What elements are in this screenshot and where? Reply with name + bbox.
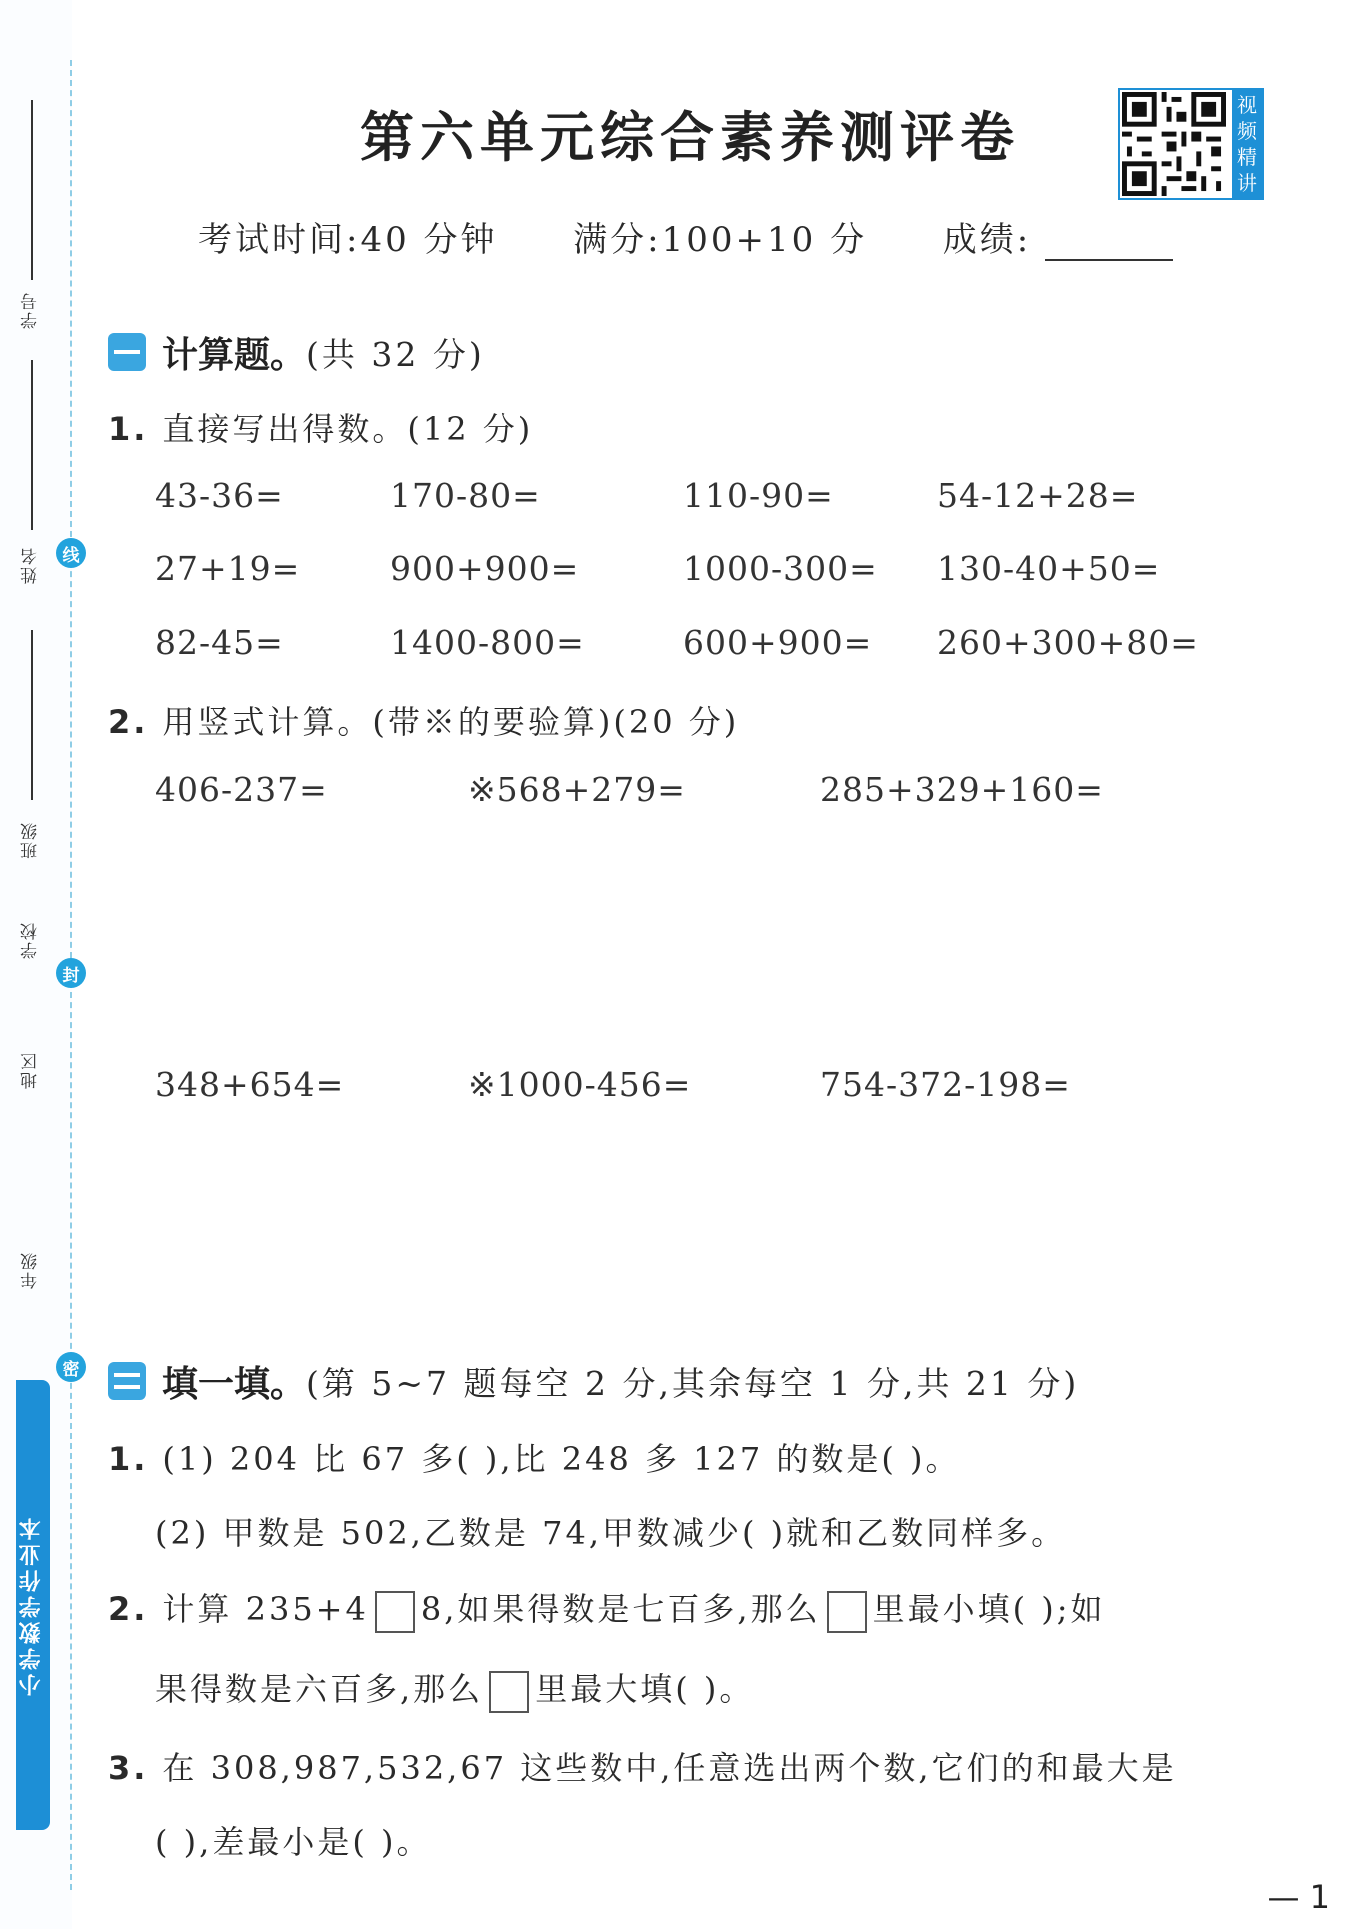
- vertical-calc-item: ※568+279=: [468, 770, 686, 809]
- question-text-part: 果得数是六百多,那么: [155, 1670, 484, 1708]
- fill-question-2b: [155, 1664, 754, 1713]
- section-2-badge-icon: [108, 1362, 146, 1400]
- question-1-1: [108, 404, 533, 450]
- question-number: 1.: [108, 1440, 149, 1478]
- score-label: 成绩:: [942, 220, 1032, 260]
- grade-label: 年级: [21, 1251, 41, 1289]
- page-number: — 1: [1267, 1878, 1330, 1916]
- oral-item: 260+300+80=: [937, 623, 1199, 662]
- qr-code-block[interactable]: [1118, 88, 1264, 200]
- score-blank[interactable]: [1045, 229, 1173, 261]
- exam-full-score: 满分:100+10 分: [573, 220, 868, 260]
- section-1-title: 计算题。: [162, 334, 307, 376]
- question-text-part: 里最大填( )。: [535, 1670, 755, 1708]
- vertical-calc-item: 754-372-198=: [820, 1065, 1071, 1104]
- page-title: 第六单元综合素养测评卷: [360, 105, 1020, 169]
- seal-mark-seal: 封: [56, 958, 86, 988]
- oral-item: 43-36=: [155, 476, 284, 515]
- answer-box[interactable]: [375, 1591, 415, 1633]
- oral-item: 900+900=: [390, 549, 580, 588]
- question-text-part: 8,如果得数是七百多,那么: [420, 1590, 821, 1628]
- name-label: 姓名: [21, 546, 41, 584]
- question-text: 在 308,987,532,67 这些数中,任意选出两个数,它们的和最大是: [162, 1749, 1177, 1787]
- oral-item: 27+19=: [155, 549, 301, 588]
- question-text: 直接写出得数。(12 分): [162, 410, 534, 448]
- fill-question-1b: (2) 甲数是 502,乙数是 74,甲数减少( )就和乙数同样多。: [155, 1514, 1067, 1552]
- oral-item: 1400-800=: [390, 623, 585, 662]
- question-number: 2.: [108, 1590, 149, 1628]
- oral-item: 110-90=: [683, 476, 834, 515]
- section-1-heading: [108, 327, 485, 377]
- question-number: 1.: [108, 410, 149, 448]
- oral-item: 600+900=: [683, 623, 873, 662]
- question-text-part: 计算 235+4: [162, 1590, 369, 1628]
- vertical-calc-item: 406-237=: [155, 770, 328, 809]
- seal-mark-line: 线: [56, 538, 86, 568]
- brand-text: 小学数学作业本: [19, 1514, 44, 1696]
- question-text: (1) 204 比 67 多( ),比 248 多 127 的数是( )。: [162, 1440, 961, 1478]
- section-2-heading: [108, 1356, 1079, 1406]
- qr-code-icon: [1122, 92, 1226, 196]
- student-id-label: 学号: [21, 291, 41, 329]
- vertical-calc-item: ※1000-456=: [468, 1065, 692, 1104]
- question-1-2: [108, 697, 739, 743]
- section-2-note: (第 5~7 题每空 2 分,其余每空 1 分,共 21 分): [306, 1363, 1080, 1403]
- school-label: 学校: [21, 921, 41, 959]
- fill-question-3a: [108, 1743, 1177, 1789]
- fill-question-2a: [108, 1584, 1106, 1633]
- answer-box[interactable]: [827, 1591, 867, 1633]
- oral-item: 54-12+28=: [937, 476, 1139, 515]
- vertical-calc-item: 348+654=: [155, 1065, 345, 1104]
- answer-box[interactable]: [489, 1671, 529, 1713]
- oral-item: 130-40+50=: [937, 549, 1161, 588]
- seal-mark-secret: 密: [56, 1352, 86, 1382]
- fill-question-1a: [108, 1434, 961, 1480]
- oral-item: 82-45=: [155, 623, 284, 662]
- question-text: 用竖式计算。(带※的要验算)(20 分): [162, 703, 740, 741]
- qr-label: 视频精讲: [1232, 90, 1262, 198]
- class-line: [31, 630, 33, 800]
- question-number: 3.: [108, 1749, 149, 1787]
- oral-item: 1000-300=: [683, 549, 878, 588]
- section-2-title: 填一填。: [162, 1363, 307, 1405]
- section-1-badge-icon: [108, 333, 146, 371]
- exam-info: [198, 212, 1173, 261]
- question-number: 2.: [108, 703, 149, 741]
- question-text-part: 里最小填( );如: [872, 1590, 1106, 1628]
- student-id-line: [31, 100, 33, 280]
- region-label: 地区: [21, 1051, 41, 1089]
- class-label: 班级: [21, 821, 41, 859]
- vertical-calc-item: 285+329+160=: [820, 770, 1104, 809]
- name-line: [31, 360, 33, 530]
- oral-item: 170-80=: [390, 476, 541, 515]
- section-1-note: (共 32 分): [306, 334, 485, 374]
- exam-time: 考试时间:40 分钟: [198, 220, 498, 260]
- fill-question-3b: ( ),差最小是( )。: [155, 1823, 432, 1861]
